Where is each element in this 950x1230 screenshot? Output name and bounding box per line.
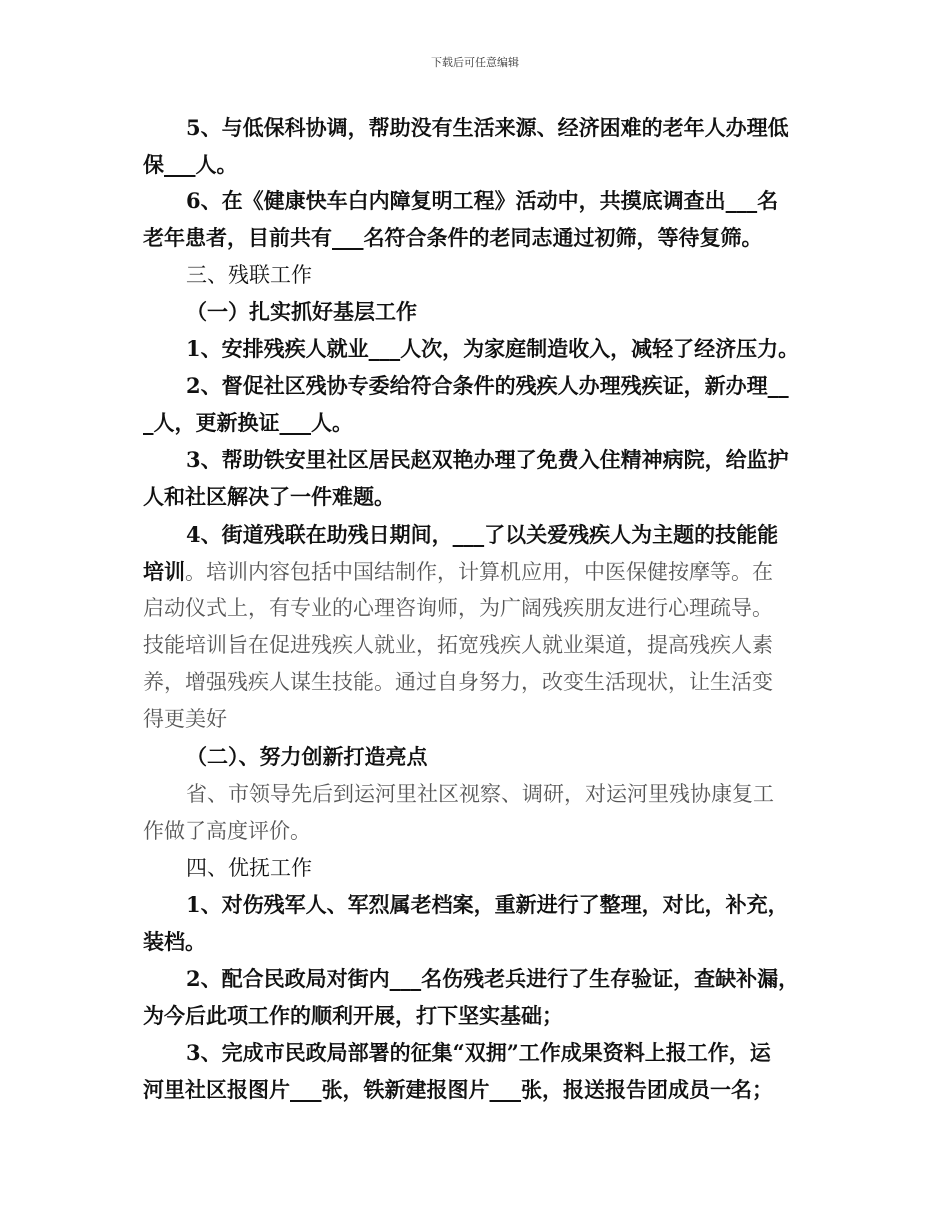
text-line: （一）扎实抓好基层工作: [186, 299, 417, 324]
text-line: 人和社区解决了一件难题。: [143, 484, 395, 509]
text-line: 四、优抚工作: [186, 856, 312, 880]
text-line: _人，更新换证___人。: [143, 410, 353, 435]
text-line: 1、对伤残军人、军烈属老档案，重新进行了整理，对比，补充，: [186, 892, 789, 917]
text-line: [0, 556, 950, 586]
line-plain-segment: 。培训内容包括中国结制作，计算机应用，中医保健按摩等。在: [185, 560, 773, 584]
text-line: 技能培训旨在促进残疾人就业，拓宽残疾人就业渠道，提高残疾人素: [143, 633, 773, 657]
text-line: 3、帮助铁安里社区居民赵双艳办理了免费入住精神病院，给监护: [186, 447, 789, 472]
text-line: （二）、努力创新打造亮点: [186, 744, 428, 769]
text-line: 三、残联工作: [186, 263, 312, 287]
text-line: 作做了高度评价。: [143, 819, 311, 843]
text-line: 装档。: [143, 929, 206, 954]
page-header: 下载后可任意编辑: [431, 56, 519, 69]
text-line: 3、完成市民政局部署的征集“双拥”工作成果资料上报工作，运: [186, 1040, 771, 1065]
text-line: 养，增强残疾人谋生技能。通过自身努力，改变生活现状，让生活变: [143, 670, 773, 694]
text-line: 为今后此项工作的顺利开展，打下坚实基础；: [143, 1003, 563, 1028]
text-line: 1、安排残疾人就业___人次，为家庭制造收入，减轻了经济压力。: [186, 336, 800, 361]
text-line: 得更美好: [143, 707, 227, 731]
text-line: 5、与低保科协调，帮助没有生活来源、经济困难的老年人办理低: [186, 115, 789, 140]
text-line: 保___人。: [143, 152, 238, 177]
text-line: 4、街道残联在助残日期间，___了以关爱残疾人为主题的技能能: [186, 522, 779, 547]
text-line: 6、在《健康快车白内障复明工程》活动中，共摸底调查出___名: [186, 188, 779, 213]
line-bold-segment: 培训: [143, 559, 185, 584]
text-line: 老年患者，目前共有___名符合条件的老同志通过初筛，等待复筛。: [143, 225, 763, 250]
text-line: 启动仪式上，有专业的心理咨询师，为广阔残疾朋友进行心理疏导。: [143, 596, 773, 620]
text-line: 省、市领导先后到运河里社区视察、调研，对运河里残协康复工: [186, 782, 774, 806]
text-line: 河里社区报图片___张，铁新建报图片___张，报送报告团成员一名；: [143, 1077, 773, 1102]
text-line: 2、督促社区残协专委给符合条件的残疾人办理残疾证，新办理__: [186, 373, 789, 398]
text-line: 2、配合民政局对街内___名伤残老兵进行了生存验证，查缺补漏，: [186, 966, 800, 991]
